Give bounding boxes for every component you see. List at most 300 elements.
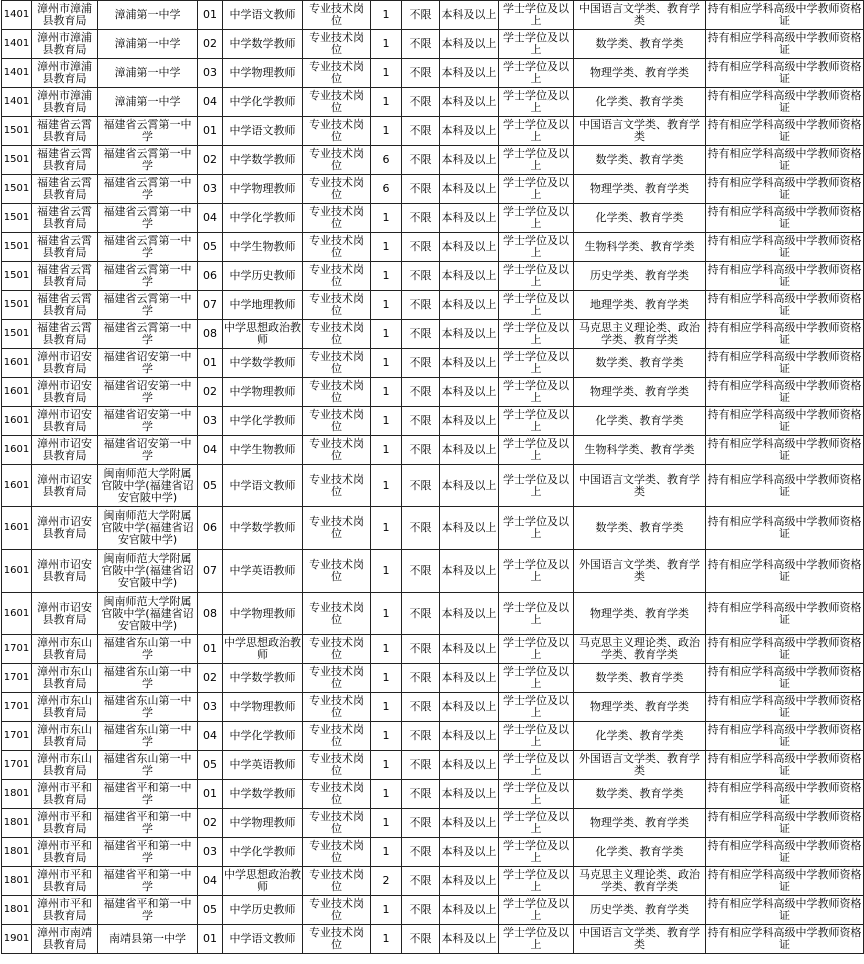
headcount-cell: 1	[371, 204, 402, 233]
qualification-cell: 持有相应学科高级中学教师资格证	[706, 262, 864, 291]
major-cell: 数学类、教育学类	[574, 780, 706, 809]
major-cell: 中国语言文学类、教育学类	[574, 117, 706, 146]
degree-cell: 学士学位及以上	[499, 1, 574, 30]
department-cell: 漳州市平和县教育局	[32, 867, 98, 896]
department-cell: 福建省云霄县教育局	[32, 117, 98, 146]
major-cell: 中国语言文学类、教育学类	[574, 1, 706, 30]
major-cell: 物理学类、教育学类	[574, 59, 706, 88]
headcount-cell: 1	[371, 320, 402, 349]
headcount-cell: 1	[371, 664, 402, 693]
education-cell: 本科及以上	[440, 635, 499, 664]
gender-cell: 不限	[402, 233, 440, 262]
position-type-cell: 专业技术岗位	[303, 378, 371, 407]
position-code-cell: 08	[198, 320, 223, 349]
headcount-cell: 1	[371, 30, 402, 59]
position-name-cell: 中学数学教师	[223, 780, 303, 809]
position-type-cell: 专业技术岗位	[303, 233, 371, 262]
post-code-cell: 1601	[2, 465, 32, 507]
education-cell: 本科及以上	[440, 780, 499, 809]
position-name-cell: 中学历史教师	[223, 896, 303, 925]
table-row	[2, 117, 864, 146]
position-name-cell: 中学语文教师	[223, 465, 303, 507]
degree-cell: 学士学位及以上	[499, 838, 574, 867]
position-name-cell: 中学语文教师	[223, 925, 303, 954]
department-cell: 漳州市漳浦县教育局	[32, 30, 98, 59]
position-type-cell: 专业技术岗位	[303, 175, 371, 204]
department-cell: 漳州市诏安县教育局	[32, 407, 98, 436]
position-code-cell: 03	[198, 407, 223, 436]
education-cell: 本科及以上	[440, 593, 499, 635]
position-name-cell: 中学数学教师	[223, 30, 303, 59]
position-type-cell: 专业技术岗位	[303, 838, 371, 867]
degree-cell: 学士学位及以上	[499, 465, 574, 507]
table-row	[2, 59, 864, 88]
table-row	[2, 693, 864, 722]
position-type-cell: 专业技术岗位	[303, 507, 371, 550]
department-cell: 漳州市诏安县教育局	[32, 507, 98, 550]
degree-cell: 学士学位及以上	[499, 262, 574, 291]
position-name-cell: 中学化学教师	[223, 204, 303, 233]
major-cell: 外国语言文学类、教育学类	[574, 550, 706, 593]
gender-cell: 不限	[402, 30, 440, 59]
gender-cell: 不限	[402, 896, 440, 925]
major-cell: 历史学类、教育学类	[574, 896, 706, 925]
major-cell: 物理学类、教育学类	[574, 175, 706, 204]
position-type-cell: 专业技术岗位	[303, 407, 371, 436]
table-row	[2, 925, 864, 954]
employer-cell: 福建省诏安第一中学	[98, 407, 198, 436]
position-code-cell: 05	[198, 896, 223, 925]
headcount-cell: 1	[371, 262, 402, 291]
position-type-cell: 专业技术岗位	[303, 204, 371, 233]
table-row	[2, 867, 864, 896]
position-name-cell: 中学化学教师	[223, 722, 303, 751]
position-type-cell: 专业技术岗位	[303, 925, 371, 954]
position-name-cell: 中学物理教师	[223, 593, 303, 635]
position-code-cell: 05	[198, 233, 223, 262]
department-cell: 福建省云霄县教育局	[32, 320, 98, 349]
education-cell: 本科及以上	[440, 88, 499, 117]
table-row	[2, 1, 864, 30]
major-cell: 数学类、教育学类	[574, 349, 706, 378]
position-name-cell: 中学数学教师	[223, 507, 303, 550]
major-cell: 化学类、教育学类	[574, 838, 706, 867]
headcount-cell: 1	[371, 465, 402, 507]
department-cell: 漳州市南靖县教育局	[32, 925, 98, 954]
education-cell: 本科及以上	[440, 809, 499, 838]
position-name-cell: 中学英语教师	[223, 751, 303, 780]
table-row	[2, 320, 864, 349]
degree-cell: 学士学位及以上	[499, 233, 574, 262]
gender-cell: 不限	[402, 780, 440, 809]
headcount-cell: 1	[371, 233, 402, 262]
major-cell: 马克思主义理论类、政治学类、教育学类	[574, 867, 706, 896]
table-row	[2, 233, 864, 262]
degree-cell: 学士学位及以上	[499, 867, 574, 896]
degree-cell: 学士学位及以上	[499, 809, 574, 838]
position-code-cell: 01	[198, 635, 223, 664]
position-name-cell: 中学语文教师	[223, 1, 303, 30]
gender-cell: 不限	[402, 378, 440, 407]
position-type-cell: 专业技术岗位	[303, 722, 371, 751]
position-code-cell: 02	[198, 146, 223, 175]
post-code-cell: 1501	[2, 291, 32, 320]
qualification-cell: 持有相应学科高级中学教师资格证	[706, 465, 864, 507]
education-cell: 本科及以上	[440, 896, 499, 925]
position-code-cell: 06	[198, 262, 223, 291]
post-code-cell: 1601	[2, 550, 32, 593]
post-code-cell: 1701	[2, 664, 32, 693]
headcount-cell: 6	[371, 175, 402, 204]
degree-cell: 学士学位及以上	[499, 88, 574, 117]
department-cell: 漳州市东山县教育局	[32, 635, 98, 664]
gender-cell: 不限	[402, 465, 440, 507]
department-cell: 漳州市平和县教育局	[32, 780, 98, 809]
position-type-cell: 专业技术岗位	[303, 896, 371, 925]
post-code-cell: 1701	[2, 722, 32, 751]
headcount-cell: 1	[371, 407, 402, 436]
headcount-cell: 1	[371, 1, 402, 30]
position-type-cell: 专业技术岗位	[303, 550, 371, 593]
department-cell: 漳州市漳浦县教育局	[32, 88, 98, 117]
employer-cell: 漳浦第一中学	[98, 1, 198, 30]
education-cell: 本科及以上	[440, 59, 499, 88]
table-row	[2, 809, 864, 838]
major-cell: 生物科学类、教育学类	[574, 233, 706, 262]
major-cell: 化学类、教育学类	[574, 407, 706, 436]
employer-cell: 福建省东山第一中学	[98, 664, 198, 693]
post-code-cell: 1901	[2, 925, 32, 954]
table-row	[2, 407, 864, 436]
gender-cell: 不限	[402, 809, 440, 838]
table-row	[2, 780, 864, 809]
position-type-cell: 专业技术岗位	[303, 751, 371, 780]
gender-cell: 不限	[402, 59, 440, 88]
position-code-cell: 01	[198, 349, 223, 378]
position-type-cell: 专业技术岗位	[303, 30, 371, 59]
table-row	[2, 838, 864, 867]
headcount-cell: 1	[371, 635, 402, 664]
education-cell: 本科及以上	[440, 320, 499, 349]
position-code-cell: 04	[198, 204, 223, 233]
position-code-cell: 01	[198, 925, 223, 954]
employer-cell: 福建省云霄第一中学	[98, 233, 198, 262]
department-cell: 漳州市东山县教育局	[32, 693, 98, 722]
position-code-cell: 04	[198, 867, 223, 896]
position-name-cell: 中学物理教师	[223, 693, 303, 722]
department-cell: 福建省云霄县教育局	[32, 233, 98, 262]
qualification-cell: 持有相应学科高级中学教师资格证	[706, 925, 864, 954]
position-code-cell: 05	[198, 751, 223, 780]
employer-cell: 福建省云霄第一中学	[98, 117, 198, 146]
qualification-cell: 持有相应学科高级中学教师资格证	[706, 896, 864, 925]
major-cell: 历史学类、教育学类	[574, 262, 706, 291]
degree-cell: 学士学位及以上	[499, 117, 574, 146]
position-name-cell: 中学英语教师	[223, 550, 303, 593]
major-cell: 物理学类、教育学类	[574, 378, 706, 407]
department-cell: 福建省云霄县教育局	[32, 262, 98, 291]
department-cell: 漳州市平和县教育局	[32, 838, 98, 867]
position-name-cell: 中学数学教师	[223, 349, 303, 378]
position-name-cell: 中学历史教师	[223, 262, 303, 291]
degree-cell: 学士学位及以上	[499, 59, 574, 88]
position-name-cell: 中学物理教师	[223, 378, 303, 407]
qualification-cell: 持有相应学科高级中学教师资格证	[706, 867, 864, 896]
gender-cell: 不限	[402, 349, 440, 378]
position-type-cell: 专业技术岗位	[303, 117, 371, 146]
gender-cell: 不限	[402, 751, 440, 780]
employer-cell: 福建省云霄第一中学	[98, 204, 198, 233]
table-row	[2, 291, 864, 320]
position-code-cell: 02	[198, 664, 223, 693]
education-cell: 本科及以上	[440, 291, 499, 320]
post-code-cell: 1701	[2, 751, 32, 780]
degree-cell: 学士学位及以上	[499, 320, 574, 349]
department-cell: 漳州市诏安县教育局	[32, 593, 98, 635]
education-cell: 本科及以上	[440, 751, 499, 780]
table-row	[2, 436, 864, 465]
headcount-cell: 1	[371, 507, 402, 550]
department-cell: 福建省云霄县教育局	[32, 204, 98, 233]
major-cell: 生物科学类、教育学类	[574, 436, 706, 465]
education-cell: 本科及以上	[440, 407, 499, 436]
post-code-cell: 1601	[2, 436, 32, 465]
position-type-cell: 专业技术岗位	[303, 291, 371, 320]
major-cell: 马克思主义理论类、政治学类、教育学类	[574, 635, 706, 664]
education-cell: 本科及以上	[440, 30, 499, 59]
table-row	[2, 88, 864, 117]
qualification-cell: 持有相应学科高级中学教师资格证	[706, 378, 864, 407]
position-code-cell: 01	[198, 117, 223, 146]
degree-cell: 学士学位及以上	[499, 436, 574, 465]
major-cell: 数学类、教育学类	[574, 664, 706, 693]
post-code-cell: 1801	[2, 809, 32, 838]
position-type-cell: 专业技术岗位	[303, 88, 371, 117]
gender-cell: 不限	[402, 722, 440, 751]
position-type-cell: 专业技术岗位	[303, 693, 371, 722]
headcount-cell: 6	[371, 146, 402, 175]
employer-cell: 福建省云霄第一中学	[98, 291, 198, 320]
table-row	[2, 550, 864, 593]
headcount-cell: 1	[371, 593, 402, 635]
education-cell: 本科及以上	[440, 838, 499, 867]
gender-cell: 不限	[402, 693, 440, 722]
qualification-cell: 持有相应学科高级中学教师资格证	[706, 838, 864, 867]
education-cell: 本科及以上	[440, 722, 499, 751]
education-cell: 本科及以上	[440, 507, 499, 550]
qualification-cell: 持有相应学科高级中学教师资格证	[706, 780, 864, 809]
degree-cell: 学士学位及以上	[499, 507, 574, 550]
gender-cell: 不限	[402, 1, 440, 30]
position-name-cell: 中学语文教师	[223, 117, 303, 146]
major-cell: 中国语言文学类、教育学类	[574, 925, 706, 954]
gender-cell: 不限	[402, 507, 440, 550]
employer-cell: 福建省平和第一中学	[98, 838, 198, 867]
headcount-cell: 1	[371, 550, 402, 593]
table-row	[2, 507, 864, 550]
position-name-cell: 中学化学教师	[223, 838, 303, 867]
gender-cell: 不限	[402, 117, 440, 146]
qualification-cell: 持有相应学科高级中学教师资格证	[706, 146, 864, 175]
position-code-cell: 03	[198, 838, 223, 867]
headcount-cell: 1	[371, 59, 402, 88]
headcount-cell: 1	[371, 780, 402, 809]
department-cell: 漳州市诏安县教育局	[32, 436, 98, 465]
qualification-cell: 持有相应学科高级中学教师资格证	[706, 88, 864, 117]
headcount-cell: 1	[371, 88, 402, 117]
position-name-cell: 中学思想政治教师	[223, 635, 303, 664]
employer-cell: 福建省诏安第一中学	[98, 378, 198, 407]
employer-cell: 福建省云霄第一中学	[98, 320, 198, 349]
position-name-cell: 中学思想政治教师	[223, 320, 303, 349]
table-row	[2, 204, 864, 233]
position-code-cell: 02	[198, 378, 223, 407]
education-cell: 本科及以上	[440, 349, 499, 378]
table-row	[2, 664, 864, 693]
degree-cell: 学士学位及以上	[499, 593, 574, 635]
department-cell: 漳州市东山县教育局	[32, 664, 98, 693]
employer-cell: 漳浦第一中学	[98, 30, 198, 59]
headcount-cell: 1	[371, 291, 402, 320]
gender-cell: 不限	[402, 407, 440, 436]
degree-cell: 学士学位及以上	[499, 635, 574, 664]
position-name-cell: 中学思想政治教师	[223, 867, 303, 896]
department-cell: 福建省云霄县教育局	[32, 175, 98, 204]
position-name-cell: 中学物理教师	[223, 809, 303, 838]
post-code-cell: 1401	[2, 59, 32, 88]
degree-cell: 学士学位及以上	[499, 896, 574, 925]
education-cell: 本科及以上	[440, 146, 499, 175]
gender-cell: 不限	[402, 146, 440, 175]
table-row	[2, 751, 864, 780]
employer-cell: 福建省平和第一中学	[98, 809, 198, 838]
gender-cell: 不限	[402, 204, 440, 233]
employer-cell: 福建省诏安第一中学	[98, 349, 198, 378]
recruitment-table	[1, 0, 864, 954]
department-cell: 福建省云霄县教育局	[32, 146, 98, 175]
position-code-cell: 02	[198, 30, 223, 59]
degree-cell: 学士学位及以上	[499, 751, 574, 780]
degree-cell: 学士学位及以上	[499, 780, 574, 809]
table-row	[2, 635, 864, 664]
position-code-cell: 01	[198, 780, 223, 809]
post-code-cell: 1401	[2, 1, 32, 30]
employer-cell: 福建省东山第一中学	[98, 722, 198, 751]
qualification-cell: 持有相应学科高级中学教师资格证	[706, 550, 864, 593]
major-cell: 地理学类、教育学类	[574, 291, 706, 320]
post-code-cell: 1701	[2, 635, 32, 664]
table-row	[2, 262, 864, 291]
degree-cell: 学士学位及以上	[499, 175, 574, 204]
major-cell: 化学类、教育学类	[574, 722, 706, 751]
department-cell: 漳州市漳浦县教育局	[32, 1, 98, 30]
qualification-cell: 持有相应学科高级中学教师资格证	[706, 593, 864, 635]
post-code-cell: 1501	[2, 175, 32, 204]
qualification-cell: 持有相应学科高级中学教师资格证	[706, 664, 864, 693]
post-code-cell: 1501	[2, 117, 32, 146]
post-code-cell: 1701	[2, 693, 32, 722]
post-code-cell: 1501	[2, 262, 32, 291]
gender-cell: 不限	[402, 262, 440, 291]
gender-cell: 不限	[402, 925, 440, 954]
headcount-cell: 1	[371, 838, 402, 867]
department-cell: 漳州市东山县教育局	[32, 722, 98, 751]
education-cell: 本科及以上	[440, 550, 499, 593]
gender-cell: 不限	[402, 838, 440, 867]
position-code-cell: 04	[198, 722, 223, 751]
position-name-cell: 中学数学教师	[223, 664, 303, 693]
education-cell: 本科及以上	[440, 204, 499, 233]
degree-cell: 学士学位及以上	[499, 664, 574, 693]
qualification-cell: 持有相应学科高级中学教师资格证	[706, 436, 864, 465]
post-code-cell: 1501	[2, 320, 32, 349]
gender-cell: 不限	[402, 320, 440, 349]
headcount-cell: 1	[371, 809, 402, 838]
major-cell: 物理学类、教育学类	[574, 593, 706, 635]
qualification-cell: 持有相应学科高级中学教师资格证	[706, 809, 864, 838]
position-code-cell: 02	[198, 809, 223, 838]
position-name-cell: 中学生物教师	[223, 436, 303, 465]
department-cell: 漳州市诏安县教育局	[32, 349, 98, 378]
post-code-cell: 1801	[2, 867, 32, 896]
major-cell: 中国语言文学类、教育学类	[574, 465, 706, 507]
position-type-cell: 专业技术岗位	[303, 59, 371, 88]
education-cell: 本科及以上	[440, 436, 499, 465]
employer-cell: 南靖县第一中学	[98, 925, 198, 954]
employer-cell: 福建省平和第一中学	[98, 780, 198, 809]
qualification-cell: 持有相应学科高级中学教师资格证	[706, 751, 864, 780]
position-name-cell: 中学生物教师	[223, 233, 303, 262]
table-row	[2, 465, 864, 507]
table-row	[2, 30, 864, 59]
table-row	[2, 146, 864, 175]
table-row	[2, 593, 864, 635]
qualification-cell: 持有相应学科高级中学教师资格证	[706, 722, 864, 751]
employer-cell: 福建省平和第一中学	[98, 896, 198, 925]
gender-cell: 不限	[402, 436, 440, 465]
department-cell: 漳州市平和县教育局	[32, 896, 98, 925]
position-name-cell: 中学物理教师	[223, 59, 303, 88]
headcount-cell: 1	[371, 896, 402, 925]
position-code-cell: 03	[198, 175, 223, 204]
major-cell: 物理学类、教育学类	[574, 693, 706, 722]
degree-cell: 学士学位及以上	[499, 291, 574, 320]
position-code-cell: 01	[198, 1, 223, 30]
post-code-cell: 1401	[2, 30, 32, 59]
major-cell: 数学类、教育学类	[574, 146, 706, 175]
qualification-cell: 持有相应学科高级中学教师资格证	[706, 349, 864, 378]
degree-cell: 学士学位及以上	[499, 146, 574, 175]
qualification-cell: 持有相应学科高级中学教师资格证	[706, 117, 864, 146]
headcount-cell: 2	[371, 867, 402, 896]
degree-cell: 学士学位及以上	[499, 204, 574, 233]
degree-cell: 学士学位及以上	[499, 925, 574, 954]
qualification-cell: 持有相应学科高级中学教师资格证	[706, 507, 864, 550]
gender-cell: 不限	[402, 550, 440, 593]
employer-cell: 漳浦第一中学	[98, 88, 198, 117]
position-code-cell: 07	[198, 550, 223, 593]
gender-cell: 不限	[402, 593, 440, 635]
position-type-cell: 专业技术岗位	[303, 867, 371, 896]
post-code-cell: 1801	[2, 780, 32, 809]
position-type-cell: 专业技术岗位	[303, 780, 371, 809]
post-code-cell: 1601	[2, 378, 32, 407]
headcount-cell: 1	[371, 751, 402, 780]
position-code-cell: 06	[198, 507, 223, 550]
major-cell: 外国语言文学类、教育学类	[574, 751, 706, 780]
gender-cell: 不限	[402, 88, 440, 117]
employer-cell: 福建省平和第一中学	[98, 867, 198, 896]
